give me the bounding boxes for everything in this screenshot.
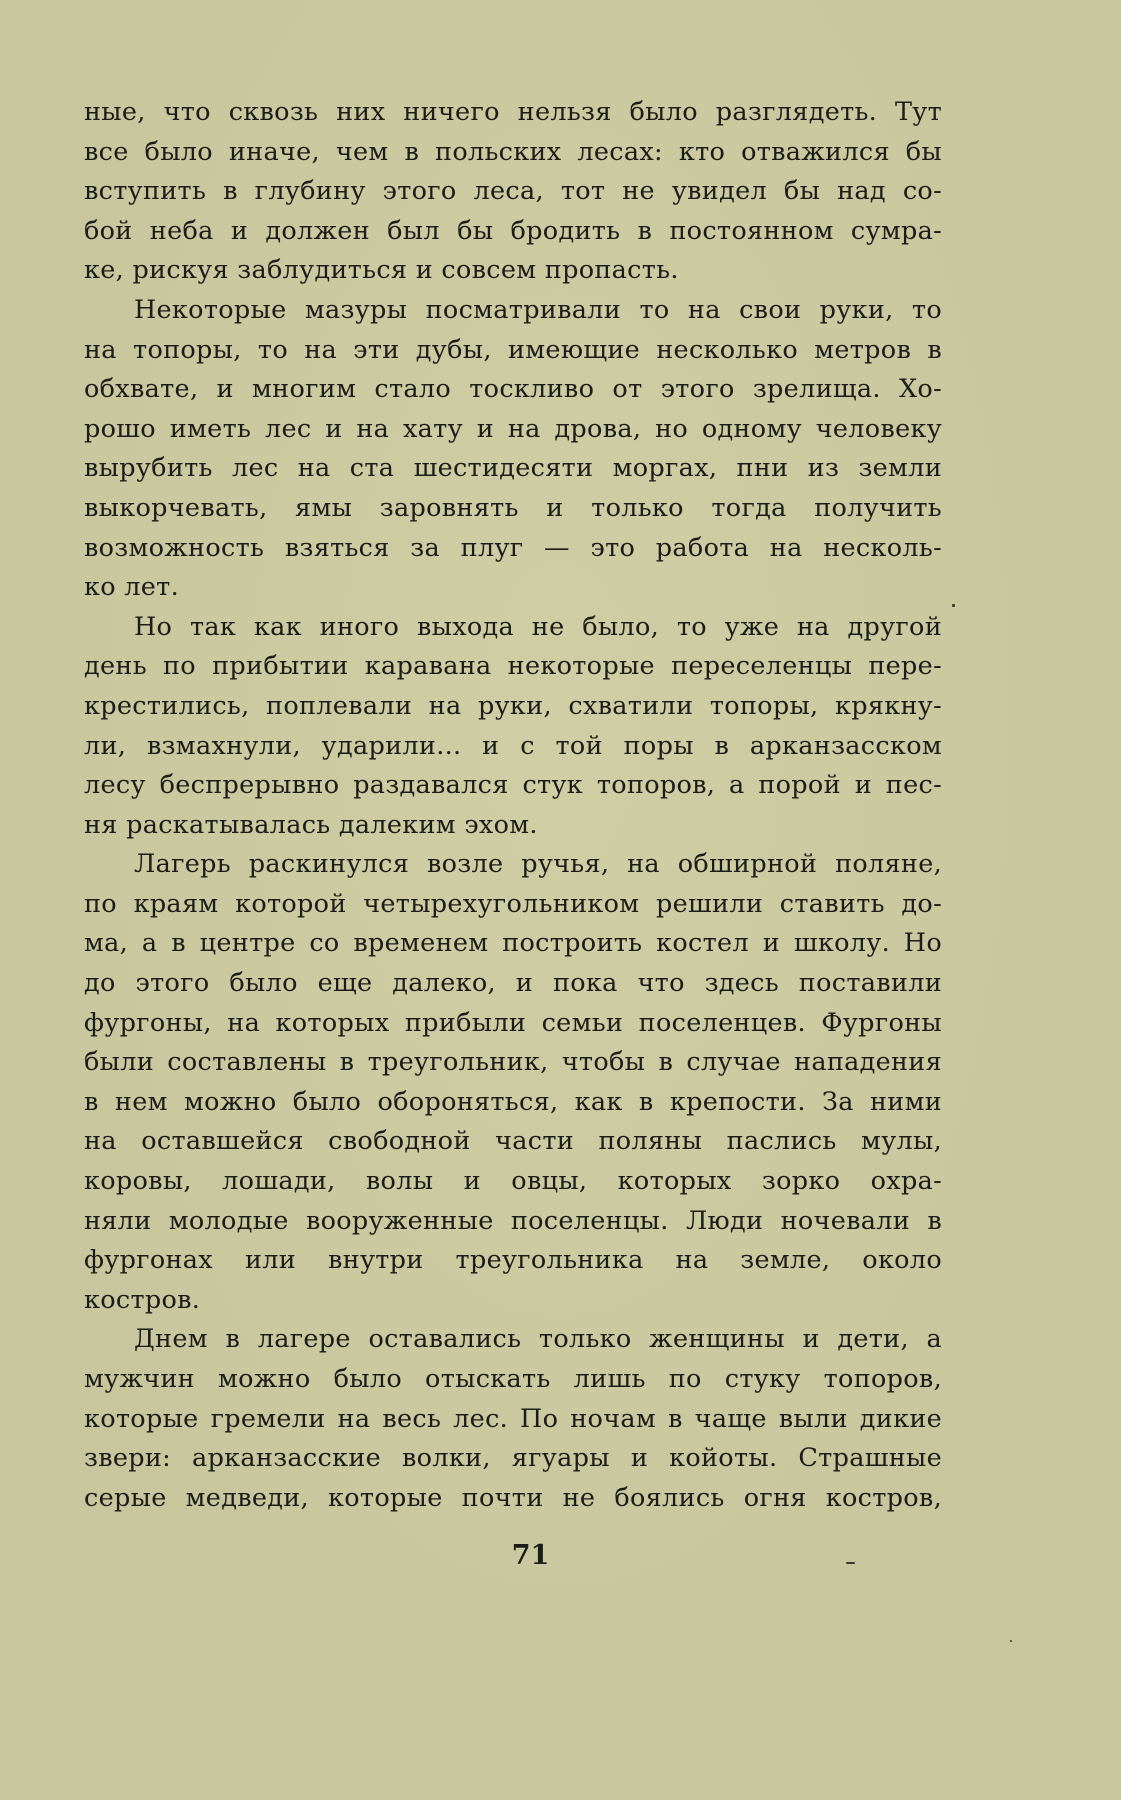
text-line: ные, что сквозь них ничего нельзя было разглядеть. Тут [84, 97, 942, 127]
text-line: до этого было еще далеко, и пока что здесь поставили [84, 968, 942, 999]
text-line: которые гремели на весь лес. По ночам в чаще выли дикие [84, 1403, 942, 1434]
text-line: мужчин можно было отыскать лишь по стуку топоров, [84, 1364, 942, 1394]
text-line: костров. [84, 1284, 201, 1315]
text-line: Лагерь раскинулся возле ручья, на обширной поляне, [134, 849, 942, 880]
text-line: бой неба и должен был бы бродить в постоянном сумра- [84, 215, 942, 246]
text-line: были составлены в треугольник, чтобы в случае нападения [84, 1047, 942, 1078]
print-speck [846, 1562, 855, 1564]
body-text [84, 93, 942, 1518]
text-line: ли, взмахнули, ударили... и с той поры в арканзасском [84, 730, 942, 761]
text-line: ке, рискуя заблудиться и совсем пропасть. [84, 255, 679, 286]
text-line: ко лет. [84, 572, 179, 603]
print-speck [1010, 1640, 1012, 1642]
text-line: ня раскатывалась далеким эхом. [84, 809, 538, 840]
text-line: вырубить лес на ста шестидесяти моргах, пни из земли [84, 453, 942, 484]
text-line: крестились, поплевали на руки, схватили топоры, крякну- [84, 690, 942, 721]
text-line: в нем можно было обороняться, как в крепости. За ними [84, 1086, 942, 1117]
text-line: Некоторые мазуры посматривали то на свои руки, то [134, 294, 942, 325]
text-line: на топоры, то на эти дубы, имеющие несколько метров в [84, 334, 942, 365]
print-speck [952, 604, 955, 607]
text-line: фургонах или внутри треугольника на земле, около [84, 1245, 942, 1276]
text-line: на оставшейся свободной части поляны паслись мулы, [84, 1126, 942, 1157]
text-line: фургоны, на которых прибыли семьи поселенцев. Фургоны [84, 1007, 942, 1038]
text-line: Но так как иного выхода не было, то уже на другой [134, 611, 942, 642]
text-line: звери: арканзасские волки, ягуары и койоты. Страшные [84, 1443, 942, 1474]
text-line: по краям которой четырехугольником решили ставить до- [84, 888, 942, 919]
text-line: коровы, лошади, волы и овцы, которых зорко охра- [84, 1166, 942, 1197]
text-line: Днем в лагере оставались только женщины и дети, а [134, 1324, 942, 1355]
text-line: все было иначе, чем в польских лесах: кто отважился бы [84, 136, 942, 167]
page-number: 71 [511, 1540, 550, 1571]
text-line: рошо иметь лес и на хату и на дрова, но одному человеку [84, 413, 942, 444]
text-line: возможность взяться за плуг — это работа на несколь- [84, 532, 942, 563]
text-line: лесу беспрерывно раздавался стук топоров, а порой и пес- [84, 770, 942, 801]
text-line: выкорчевать, ямы заровнять и только тогда получить [84, 492, 942, 523]
text-line: обхвате, и многим стало тоскливо от этого зрелища. Хо- [84, 374, 942, 405]
text-line: няли молодые вооруженные поселенцы. Люди ночевали в [84, 1205, 942, 1236]
text-line: ма, а в центре со временем построить костел и школу. Но [84, 928, 942, 959]
text-line: вступить в глубину этого леса, тот не увидел бы над со- [84, 176, 942, 207]
text-line: день по прибытии каравана некоторые переселенцы пере- [84, 651, 942, 682]
text-line: серые медведи, которые почти не боялись огня костров, [84, 1482, 942, 1513]
